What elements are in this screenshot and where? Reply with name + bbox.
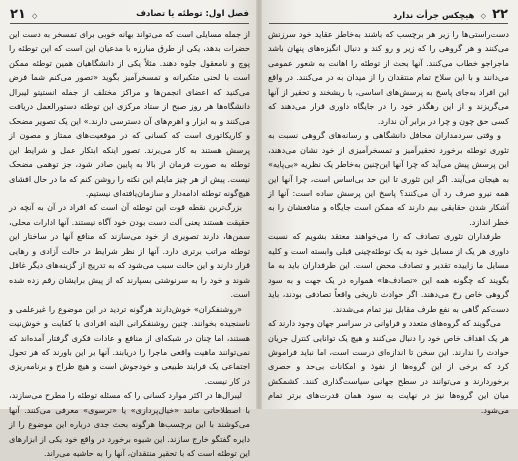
right-header-rule (269, 23, 508, 24)
right-page-header (269, 6, 508, 22)
book-gutter (256, 0, 262, 409)
right-paragraph: و وقتی سردمداران محافل دانشگاهی و رسانه‌های گروهی نسبت به تئوری توطئه برخورد تحقیرآمیز و تمسخرآمیزی از خود نشان می‌دهند، این پرسش پیش می‌آید که چرا آنها این‌چنین به‌خاطر یک نظریه «بی‌پایه» به هیجان می‌آیند. اگر این تئوری تا این حد بی‌اساس است، چرا آنها این همه نیرو صرف رد آن می‌کنند؟ پاسخ این پرسش ساده است: آنها از آشکار شدن حقایقی بیم دارند که ممکن است جایگاه و منافعشان را به خطر اندازد. (268, 130, 509, 227)
left-paragraph: لیبرال‌ها در اکثر موارد کسانی را که مسئله توطئه را مطرح می‌سازند، با اصطلاحاتی مانند «خیال‌پردازی» یا «ترسوی» معرفی می‌کنند. آنها می‌کوشند با این برچسب‌ها هرگونه بحث جدی درباره این موضوع را از دایره گفتگو خارج سازند. این شیوه برخورد در واقع خود یکی از ابزارهای این توطئه است که با تحقیر منتقدان، آنها را به حاشیه می‌راند. (9, 390, 250, 459)
right-page-body (268, 27, 509, 415)
diamond-separator-icon: ◇ (32, 11, 38, 20)
right-paragraph: می‌گویند که گروه‌های متعدد و فراوانی در سراسر جهان وجود دارند که هر یک اهداف خاص خود را دنبال می‌کنند و هیچ یک توانایی کنترل جریان حوادث را ندارند. این سخن تا اندازه‌ای درست است، اما نباید فراموش کرد که برخی از این گروه‌ها از نفوذ و امکانات بی‌حد و حصری برخوردارند و می‌توانند در سطح جهانی سیاست‌گذاری کنند. کشمکش میان این گروه‌ها نیز در نهایت به سود همان قدرت‌های برتر تمام می‌شود. (268, 318, 509, 415)
left-paragraph: از جمله مسایلی است که می‌تواند بهانه خوبی برای تمسخر به دست این حضرات بدهد، یکی از طرق مبارزه با مدعیان این است که این توطئه را پوچ و نامعقول جلوه دهند. مثلاً یکی از دانشگاهیان همین توطئه ممکن است با لحنی متکبرانه و تمسخرآمیز بگوید «تصور می‌کنم شما فرض می‌کنید که اعضای انجمن‌ها و مراکز مختلف از جمله انستیتو لیبرال دانشگاه‌ها هر روز صبح از ستاد مرکزی این توطئه دستورالعمل دریافت می‌کنند و به ابزار و اهرم‌های آن دسترسی دارند.» این یک تصویر مضحک و کاریکاتوری است که کسانی که در موقعیت‌های ممتاز و مصون از پرسش هستند به کار می‌برند. تصور اینکه ابتکار عمل و شرایط این توطئه به صورت فرمان از بالا به پایین صادر شود، جز توهمی مضحک نیست. پیش از هر چیز مایلم این نکته را روشن کنم که ما در حال افشای هیچ‌گونه توطئه ادامه‌دار و سازمان‌یافته‌ای نیستیم. (9, 29, 250, 198)
right-paragraph: دست‌راستی‌ها را زیر هر برچسب که باشند به‌خاطر عقاید خود سرزنش می‌کنند و هر گروهی را که زیر و رو کند و دنبال انگیزه‌های پنهان باشد ماجراجو خطاب می‌کنند. آنها بحث از توطئه را اهانت به شعور عمومی می‌دانند و با این سلاح تمام منتقدان را از میدان به در می‌کنند. در واقع این افراد به‌جای پاسخ به پرسش‌های اساسی، با ریشخند و تحقیر از آنها می‌گریزند و از این رهگذر خود را در جایگاه داوری قرار می‌دهند که کسی حق چون و چرا در برابر آن ندارد. (268, 29, 509, 126)
right-page (259, 0, 518, 415)
left-page (0, 0, 259, 459)
left-paragraph: «روشنفکران» خوش‌دارند هرگونه تردید در این موضوع را غیرعلمی و ناسنجیده بخوانند. چنین روشنفکرانی البته افرادی با کفایت و خوش‌نیت هستند، اما چنان در شبکه‌ای از منافع و عادات فکری گرفتار آمده‌اند که نمی‌توانند ماهیت واقعی ماجرا را دریابند. آنها بر این باورند که هر تحول اجتماعی یک فرایند طبیعی و خودجوش است و هیچ طراح و برنامه‌ریزی در کار نیست. (9, 303, 250, 386)
left-page-number: ۲۱ (10, 6, 26, 22)
left-page-header (10, 6, 249, 22)
right-paragraph: طرفداران تئوری تصادف که را می‌خواهند معتقد بشویم که نسبت داوری هر یک از مسایل خود به یک توطئه‌چینی قبلی وابسته است و کلیه مسایل ما زاییده تقدیر و تصادف محض است. این طرفداران باید به ما بگویند که چگونه همه این «تصادف‌ها» همواره در یک جهت و به سود گروهی خاص رخ می‌دهند. اگر حوادث تاریخی واقعاً تصادفی بودند، باید دست‌کم گاهی به نفع طرف مقابل نیز تمام می‌شدند. (268, 231, 509, 314)
left-paragraph: بزرگ‌ترین نقطه قوت این توطئه آن است که افراد در آن به آنچه در حقیقت هستند یعنی آلت دست بودن خود آگاه نیستند. آنها ادارات محلی، سمن‌ها، دارند تصویری از خود می‌سازند که منافع آنها در ساختار این توطئه مراتب برتری دارد. آنها از نظر شرایط در حالت آزادی و رهایی قرار دارند و این حالت سبب می‌شود که به تدریج از گزینه‌های دیگر غافل شوند و خود را به سرنوشتی بسپارند که از پیش برایشان رقم زده شده است. (9, 202, 250, 300)
left-header-rule (10, 23, 249, 24)
left-page-number-group (10, 7, 40, 22)
right-page-number-group (393, 7, 508, 22)
right-running-title: هیچکس جرأت ندارد (392, 10, 475, 21)
diamond-separator-icon: ◇ (480, 11, 486, 20)
left-running-title: فصل اول: توطئه یا تصادف (136, 9, 249, 19)
left-page-body (9, 27, 250, 459)
right-page-number: ۲۲ (492, 6, 508, 22)
